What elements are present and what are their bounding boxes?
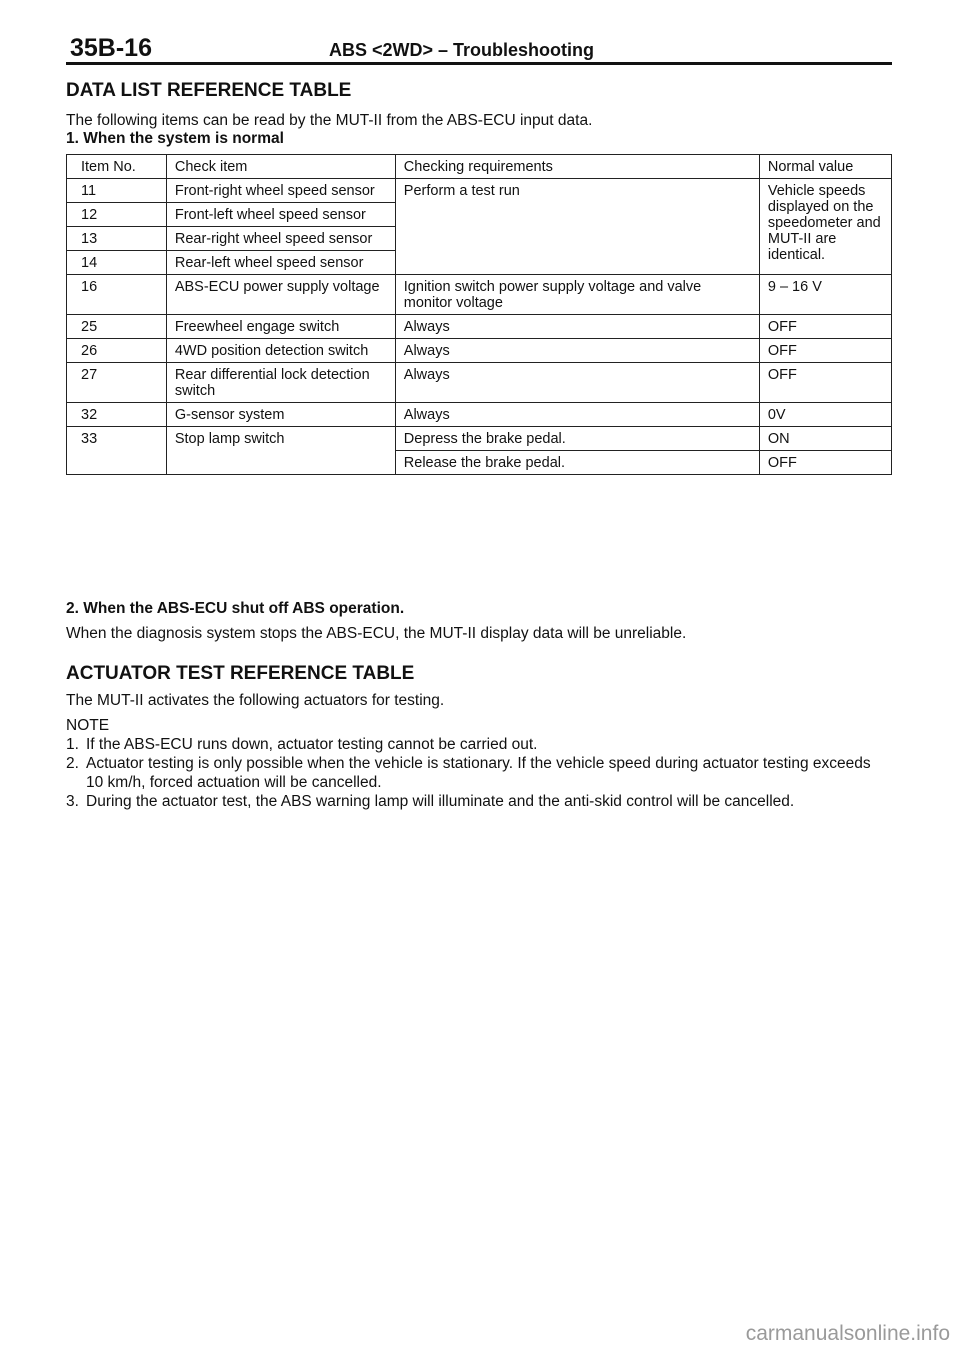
check-item-cell: 4WD position detection switch [166, 339, 395, 363]
note-text: During the actuator test, the ABS warning lamp will illuminate and the anti-skid control will be cancelled. [86, 793, 795, 810]
data-list-heading: DATA LIST REFERENCE TABLE [66, 80, 352, 101]
requirement-cell: Always [395, 339, 759, 363]
item-no-cell: 13 [67, 227, 167, 251]
normal-value-cell: 0V [759, 403, 891, 427]
note-text: Actuator testing is only possible when the vehicle is stationary. If the vehicle speed during actuator testing exceeds 10 km/h, forced actuation will be cancelled. [86, 755, 871, 791]
check-item-cell: Front-left wheel speed sensor [166, 203, 395, 227]
item-no-cell: 14 [67, 251, 167, 275]
actuator-intro: The MUT-II activates the following actuators for testing. [66, 692, 445, 709]
item-no-cell: 25 [67, 315, 167, 339]
column-header: Checking requirements [395, 155, 759, 179]
item-no-cell: 32 [67, 403, 167, 427]
normal-value-cell: ON [759, 427, 891, 451]
table-row [67, 427, 892, 451]
watermark: carmanualsonline.info [745, 1322, 950, 1345]
note-text: If the ABS-ECU runs down, actuator testing cannot be carried out. [86, 736, 538, 753]
normal-value-cell: OFF [759, 363, 891, 403]
table-row [67, 339, 892, 363]
item-no-cell: 16 [67, 275, 167, 315]
shutoff-text: When the diagnosis system stops the ABS-ECU, the MUT-II display data will be unreliable. [66, 625, 687, 642]
table-row [67, 363, 892, 403]
check-item-cell: Freewheel engage switch [166, 315, 395, 339]
check-item-cell: Rear-left wheel speed sensor [166, 251, 395, 275]
column-header: Normal value [759, 155, 891, 179]
check-item-cell: Stop lamp switch [166, 427, 395, 475]
check-item-cell: G-sensor system [166, 403, 395, 427]
actuator-heading: ACTUATOR TEST REFERENCE TABLE [66, 663, 415, 684]
requirement-cell: Always [395, 363, 759, 403]
data-list-intro: The following items can be read by the MUT-II from the ABS-ECU input data. [66, 112, 593, 129]
normal-value-cell: OFF [759, 339, 891, 363]
normal-value-cell: OFF [759, 451, 891, 475]
subheading-normal: 1. When the system is normal [66, 130, 284, 147]
item-no-cell: 33 [67, 427, 167, 475]
normal-value-cell: Vehicle speeds displayed on the speedometer and MUT-II are identical. [759, 179, 891, 275]
page-number: 35B-16 [70, 34, 152, 62]
list-item [66, 754, 896, 792]
table-row [67, 275, 892, 315]
requirement-cell: Always [395, 315, 759, 339]
note-number: 2. [66, 755, 79, 772]
note-number: 1. [66, 736, 79, 753]
table-row [67, 403, 892, 427]
note-list [66, 735, 896, 811]
requirement-cell: Ignition switch power supply voltage and valve monitor voltage [395, 275, 759, 315]
requirement-cell: Always [395, 403, 759, 427]
item-no-cell: 11 [67, 179, 167, 203]
normal-value-cell: OFF [759, 315, 891, 339]
check-item-cell: Front-right wheel speed sensor [166, 179, 395, 203]
column-header: Check item [166, 155, 395, 179]
requirement-cell: Release the brake pedal. [395, 451, 759, 475]
note-number: 3. [66, 793, 79, 810]
requirement-cell: Perform a test run [395, 179, 759, 275]
page-header [66, 32, 892, 65]
column-header: Item No. [67, 155, 167, 179]
item-no-cell: 27 [67, 363, 167, 403]
requirement-cell: Depress the brake pedal. [395, 427, 759, 451]
check-item-cell: Rear differential lock detection switch [166, 363, 395, 403]
list-item [66, 792, 896, 811]
check-item-cell: ABS-ECU power supply voltage [166, 275, 395, 315]
normal-value-cell: 9 – 16 V [759, 275, 891, 315]
check-item-cell: Rear-right wheel speed sensor [166, 227, 395, 251]
item-no-cell: 26 [67, 339, 167, 363]
header-title: ABS <2WD> – Troubleshooting [329, 40, 595, 60]
table-row [67, 179, 892, 203]
item-no-cell: 12 [67, 203, 167, 227]
note-label: NOTE [66, 717, 110, 734]
subheading-shutoff: 2. When the ABS-ECU shut off ABS operation. [66, 600, 405, 617]
table-row [67, 315, 892, 339]
list-item [66, 735, 896, 754]
data-list-table [66, 154, 892, 475]
table-header-row [67, 155, 892, 179]
